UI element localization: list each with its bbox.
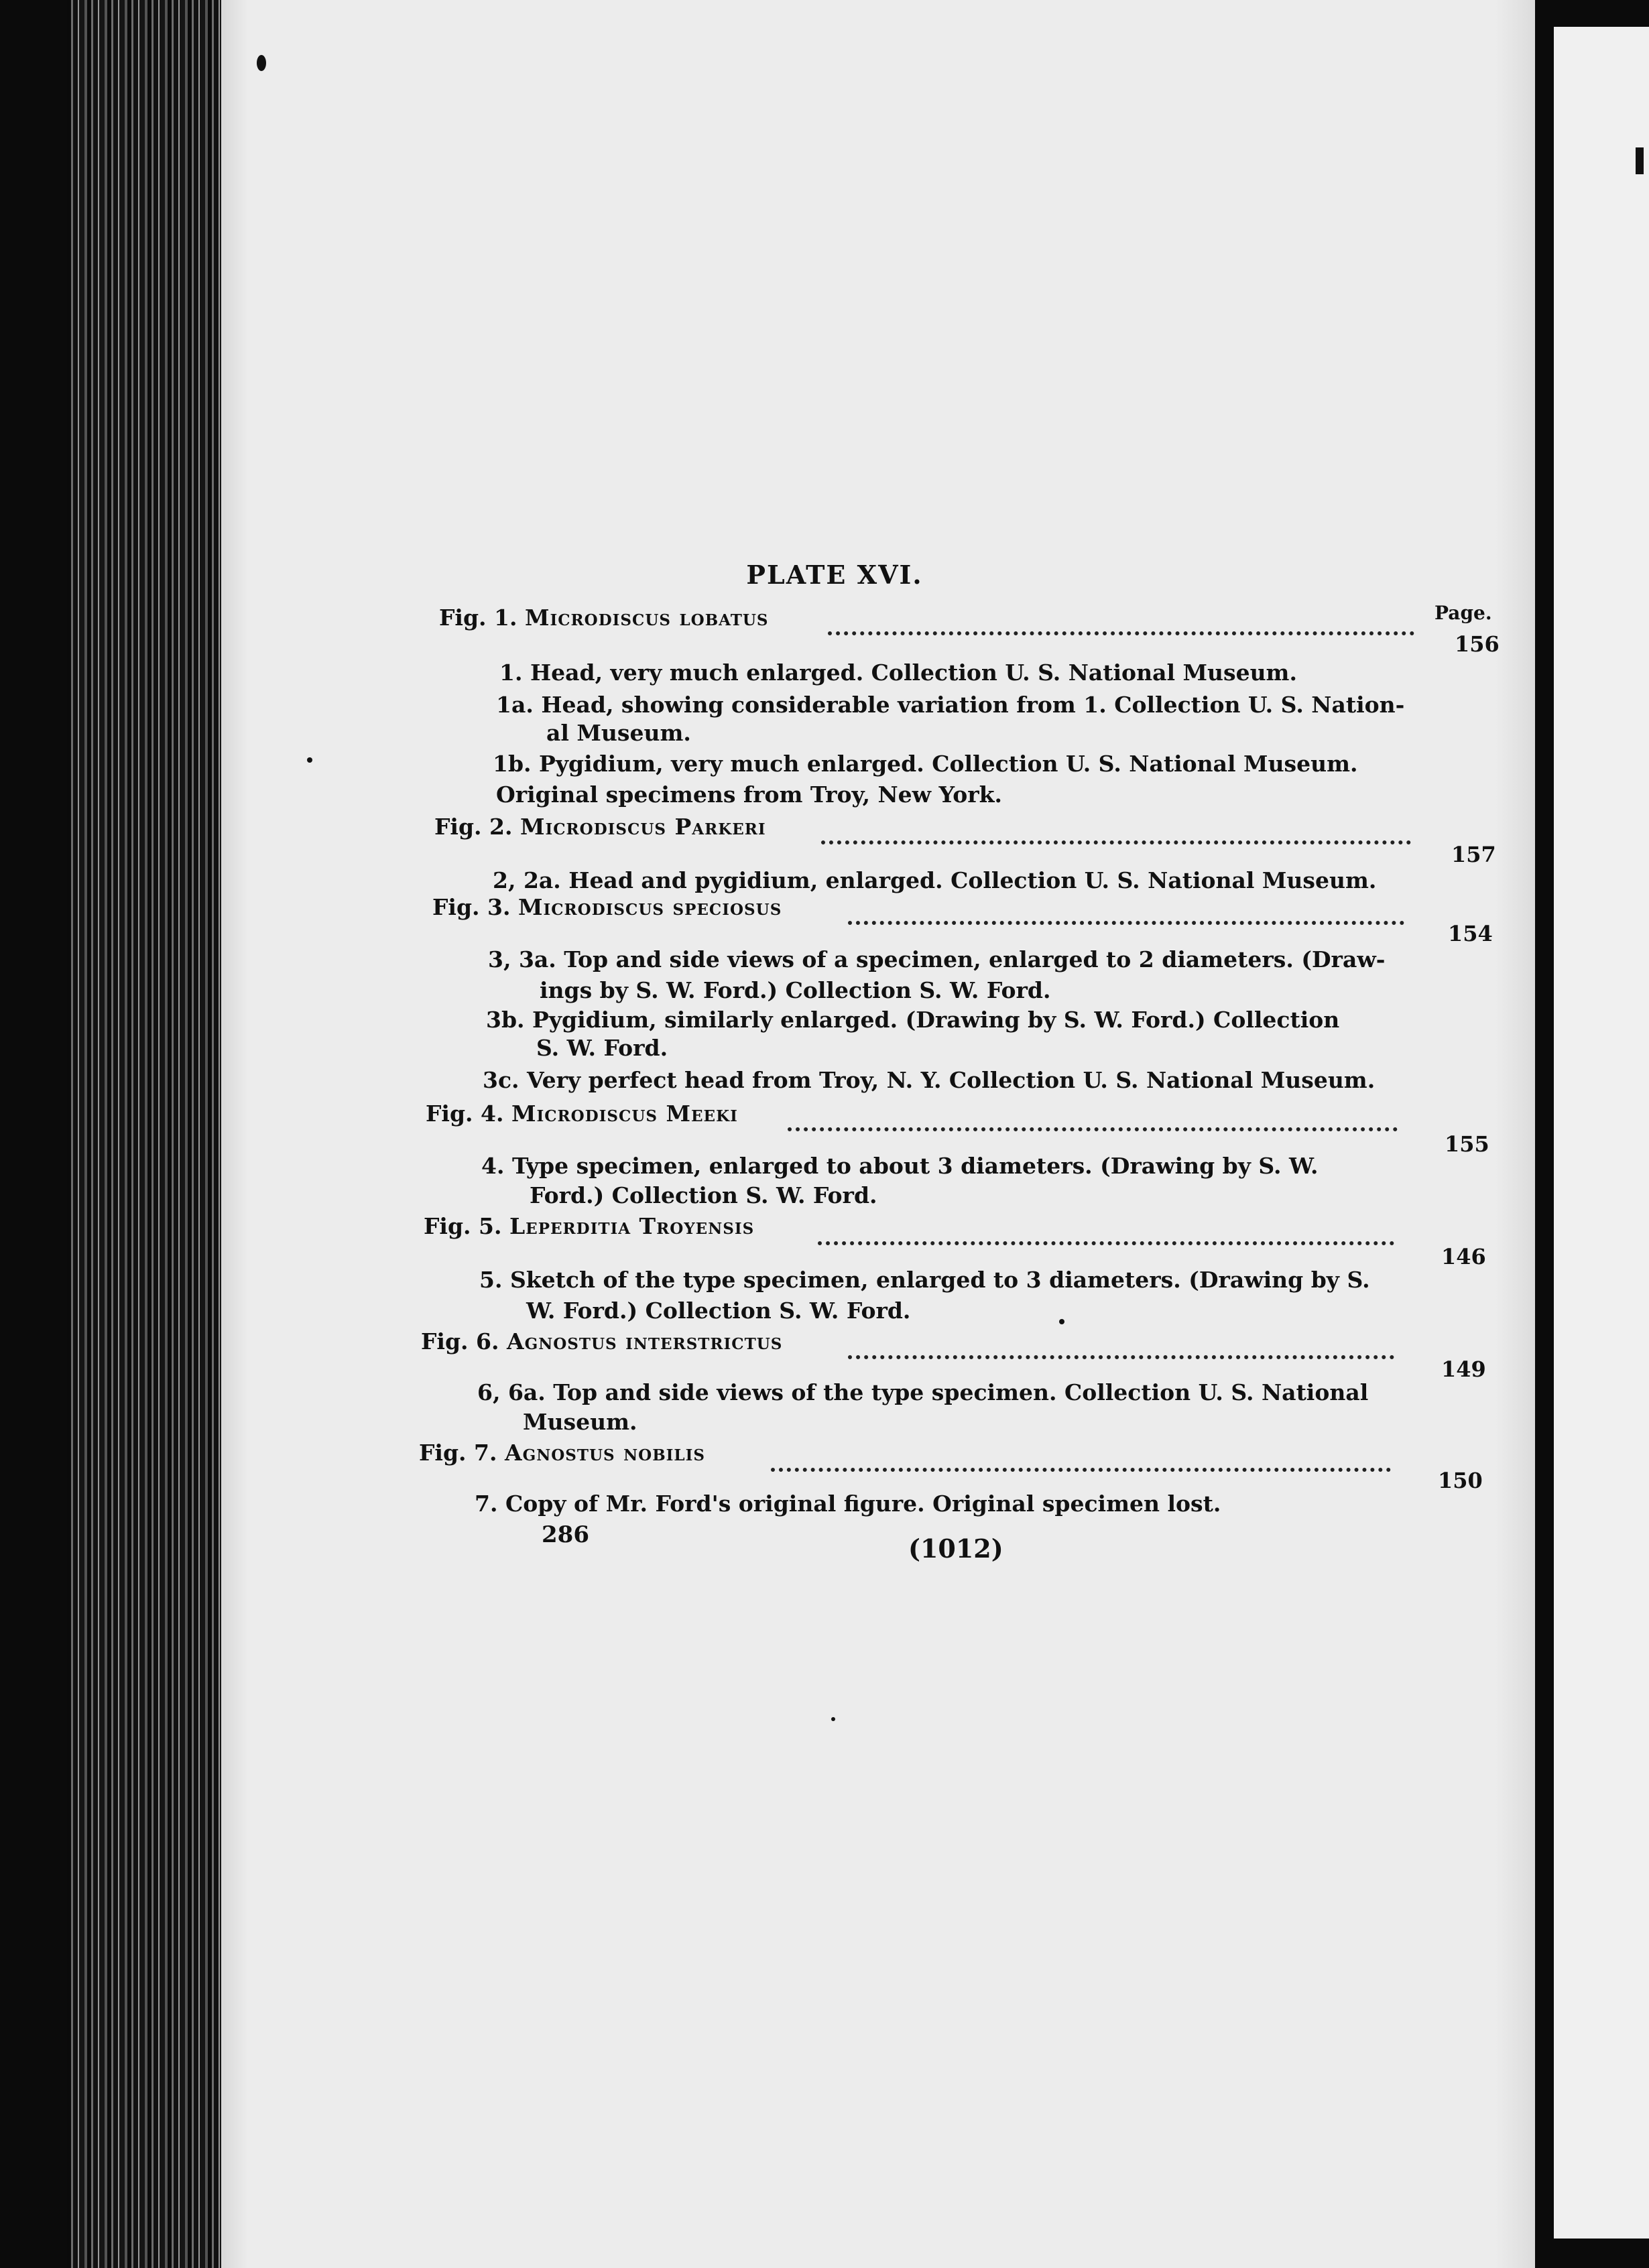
species-name: Leperditia Troyensis [509,1213,755,1239]
caption-line: W. Ford.) Collection S. W. Ford. [526,1298,911,1324]
figure-label: Fig. 3. [432,894,511,920]
caption-line: Museum. [523,1409,637,1435]
figure-heading [419,1438,705,1468]
figure-label: Fig. 1. [439,605,517,631]
caption-line: 5. Sketch of the type specimen, enlarged to 3 diameters. (Drawing by S. [479,1267,1370,1293]
page-number: 157 [1451,842,1496,867]
page-column-header: Page. [1434,602,1492,624]
species-name: Microdiscus Parkeri [520,814,766,840]
page-number: 156 [1455,631,1500,657]
figure-heading [421,1327,782,1357]
scanned-page [221,0,1535,2268]
dot-leader [848,1355,1394,1359]
figure-heading [426,1099,738,1129]
printed-page-number: 286 [542,1521,589,1548]
ink-speck [257,55,266,71]
caption-line: 3b. Pygidium, similarly enlarged. (Drawing by S. W. Ford.) Collection [486,1007,1340,1033]
caption-line: Original specimens from Troy, New York. [496,781,1002,808]
figure-label: Fig. 2. [434,814,513,840]
species-name: Microdiscus Meeki [511,1100,738,1127]
ink-speck [307,757,312,763]
caption-line: 1a. Head, showing considerable variation from 1. Collection U. S. Nation- [496,692,1405,718]
dot-leader [821,840,1411,844]
page-number: 155 [1445,1131,1489,1157]
figure-heading [432,893,782,922]
figure-label: Fig. 7. [419,1440,497,1466]
figure-heading [434,812,766,842]
species-name: Microdiscus lobatus [524,605,769,631]
dot-leader [788,1127,1398,1131]
dot-leader [828,631,1414,635]
caption-line: Ford.) Collection S. W. Ford. [530,1182,877,1208]
caption-line: 4. Type specimen, enlarged to about 3 diameters. (Drawing by S. W. [481,1153,1319,1179]
figure-heading [439,603,769,633]
figure-label: Fig. 5. [424,1213,502,1239]
page-number: 149 [1441,1357,1486,1382]
caption-line: ings by S. W. Ford.) Collection S. W. Ford. [540,977,1051,1003]
dot-leader [848,921,1404,925]
page-number: 154 [1448,921,1493,946]
species-name: Microdiscus speciosus [517,894,782,920]
caption-line: 1b. Pygidium, very much enlarged. Collection U. S. National Museum. [493,751,1358,777]
caption-line: 1. Head, very much enlarged. Collection U. S. National Museum. [499,659,1297,686]
caption-line: S. W. Ford. [536,1035,668,1061]
figure-label: Fig. 4. [426,1100,504,1127]
dot-leader [771,1468,1391,1472]
book-edge [67,0,228,2268]
caption-line: 7. Copy of Mr. Ford's original figure. Original specimen lost. [475,1491,1221,1517]
caption-line: al Museum. [546,720,691,746]
species-name: Agnostus interstrictus [506,1328,783,1354]
sequence-number: (1012) [908,1533,1003,1564]
caption-line: 6, 6a. Top and side views of the type specimen. Collection U. S. National [477,1379,1369,1405]
dot-leader [818,1241,1394,1245]
caption-line: 2, 2a. Head and pygidium, enlarged. Collection U. S. National Museum. [493,867,1377,893]
plate-title: PLATE XVI. [746,560,923,590]
ink-speck [831,1717,835,1721]
ink-speck [1059,1319,1064,1324]
caption-line: 3c. Very perfect head from Troy, N. Y. Collection U. S. National Museum. [483,1067,1376,1093]
species-name: Agnostus nobilis [504,1440,705,1466]
page-number: 146 [1441,1244,1486,1269]
page-number: 150 [1438,1468,1483,1493]
caption-line: 3, 3a. Top and side views of a specimen, enlarged to 2 diameters. (Draw- [488,946,1386,972]
figure-heading [424,1212,754,1241]
figure-label: Fig. 6. [421,1328,499,1354]
adjacent-page-mark [1636,147,1644,174]
adjacent-page [1554,27,1649,2239]
